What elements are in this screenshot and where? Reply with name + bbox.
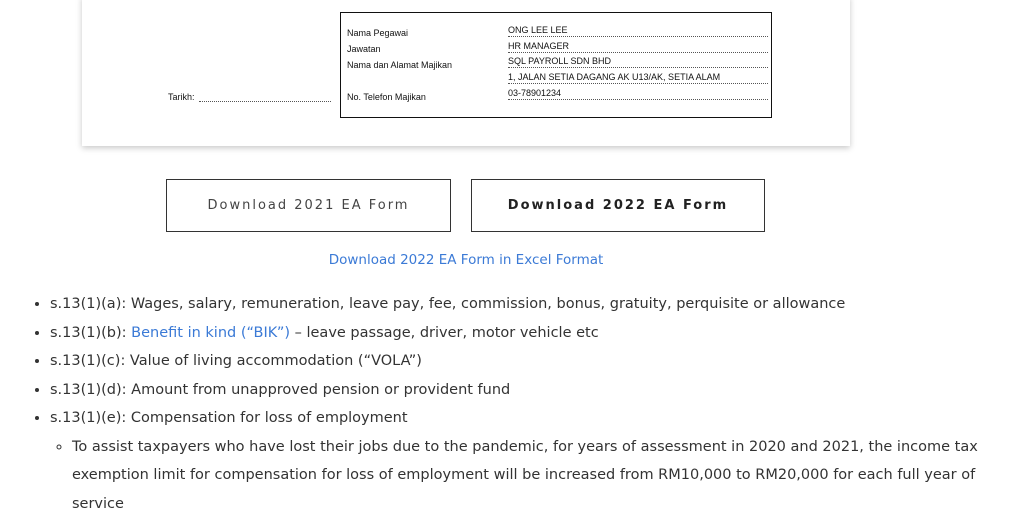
field-value-telefon-majikan: 03-78901234	[508, 88, 768, 100]
field-label-nama-alamat-majikan: Nama dan Alamat Majikan	[347, 60, 453, 70]
tarikh-label: Tarikh:	[168, 92, 195, 102]
download-excel-format-link[interactable]: Download 2022 EA Form in Excel Format	[328, 252, 604, 268]
field-value-employer-name: SQL PAYROLL SDN BHD	[508, 56, 768, 68]
list-item: • s.13(1)(d): Amount from unapproved pension or provident fund	[50, 376, 1010, 405]
list-item-prefix: s.13(1)(b):	[50, 324, 132, 341]
employer-info-box	[340, 12, 772, 118]
list-item-suffix: – leave passage, driver, motor vehicle etc	[290, 324, 599, 341]
field-label-nama-pegawai: Nama Pegawai	[347, 28, 409, 38]
benefit-in-kind-link[interactable]: Benefit in kind (“BIK”)	[131, 324, 291, 341]
compensation-sub-list	[50, 433, 1010, 519]
download-2021-ea-form-button[interactable]: Download 2021 EA Form	[166, 179, 451, 232]
field-value-employer-address: 1, JALAN SETIA DAGANG AK U13/AK, SETIA ALAM	[508, 72, 768, 84]
ea-form-preview	[82, 0, 850, 146]
field-label-jawatan: Jawatan	[347, 44, 381, 54]
tarikh-dotted-line	[199, 101, 331, 102]
tarikh-field	[168, 92, 331, 102]
field-value-nama-pegawai: ONG LEE LEE	[508, 25, 768, 37]
field-value-jawatan: HR MANAGER	[508, 41, 768, 53]
list-item: • s.13(1)(a): Wages, salary, remuneration, leave pay, fee, commission, bonus, gratuity, perquisite or allowance	[50, 290, 1010, 319]
list-item	[50, 319, 1010, 348]
download-2022-ea-form-button[interactable]: Download 2022 EA Form	[471, 179, 765, 232]
list-item-text: s.13(1)(e): Compensation for loss of employment	[50, 410, 408, 427]
field-label-telefon-majikan: No. Telefon Majikan	[347, 92, 426, 102]
sub-list-item: ◦ To assist taxpayers who have lost their jobs due to the pandemic, for years of assessment in 2020 and 2021, the income tax exemption limit for compensation for loss of employment will be increased from RM10,000 to RM20,000 for each full year of service	[72, 433, 992, 519]
list-item	[50, 404, 1010, 518]
income-types-list	[30, 290, 1010, 518]
list-item: • s.13(1)(c): Value of living accommodation (“VOLA”)	[50, 347, 1010, 376]
